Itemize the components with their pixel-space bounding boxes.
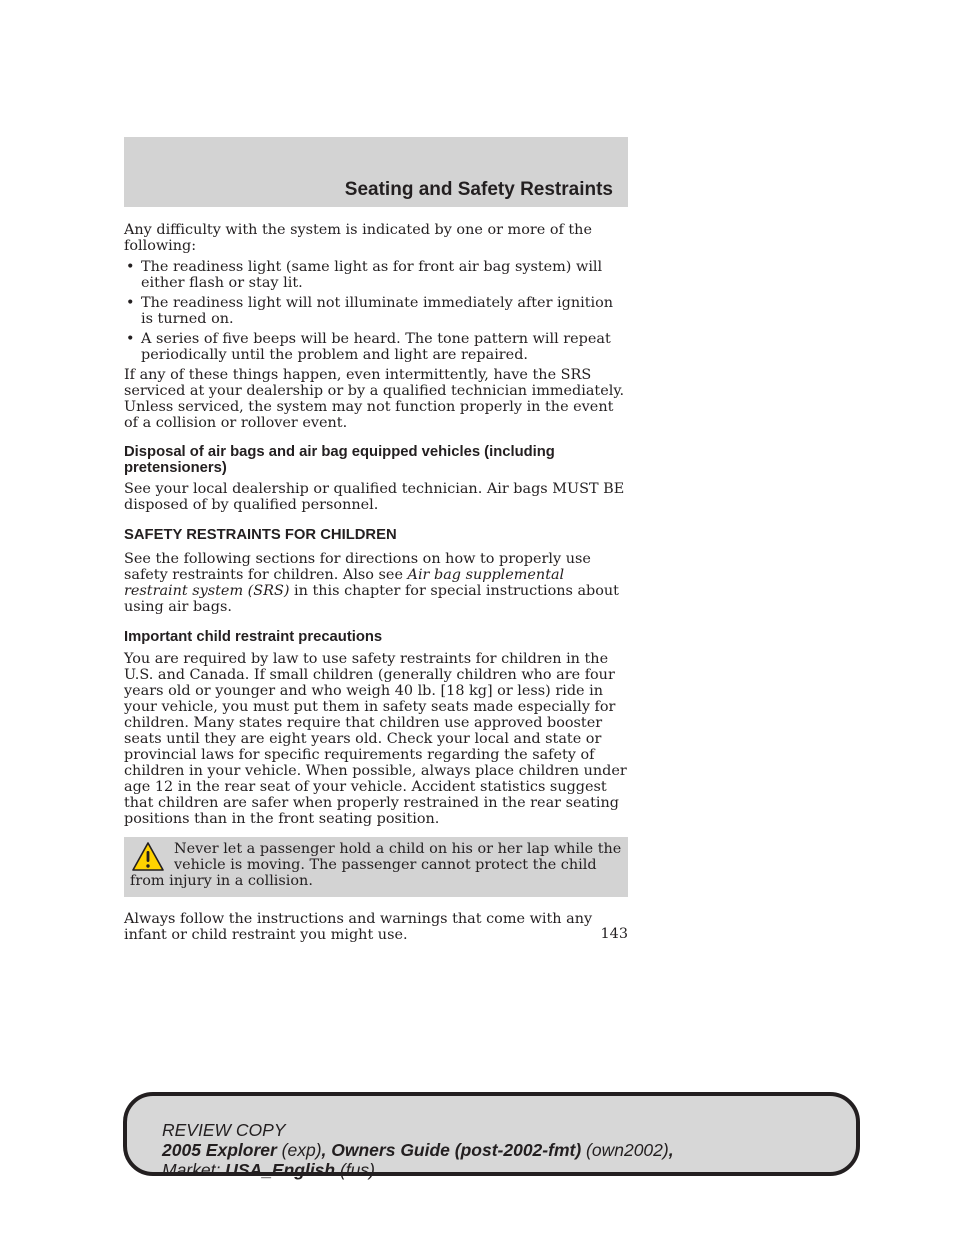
disposal-paragraph: See your local dealership or qualified technician. Air bags MUST BE disposed of by qualified personnel. (124, 481, 625, 513)
section-header-band (124, 137, 628, 207)
document-line (162, 1140, 674, 1160)
warning-triangle-icon (131, 841, 165, 873)
page-content (124, 222, 628, 943)
list-item-text: The readiness light (same light as for front air bag system) will either flash or stay lit. (141, 259, 603, 291)
separator: , (668, 1140, 674, 1160)
precautions-paragraph: You are required by law to use safety restraints for children in the U.S. and Canada. If small children (generally children who are four years old or younger and who weigh 40 lb. [18 kg] or less) ride in your vehicle, you must put them in safety seats made especially for children. Many states require that children use approved booster seats until they are eight years old. Check your local and state or provincial laws for specific requirements regarding the safety of children in your vehicle. When possible, always place children under age 12 in the rear seat of your vehicle. Accident statistics suggest that children are safer when properly restrained in the rear seating positions than in the front seating position. (124, 651, 627, 827)
list-item (124, 331, 628, 363)
children-paragraph (124, 551, 628, 615)
list-item (124, 295, 628, 327)
list-item-text: The readiness light will not illuminate immediately after ignition is turned on. (141, 295, 614, 327)
footer-text (162, 1120, 674, 1180)
list-item-text: A series of five beeps will be heard. The tone pattern will repeat periodically until the problem and light are repaired. (141, 331, 611, 363)
symptom-list (124, 259, 628, 363)
warning-box (124, 837, 628, 897)
warning-text: Never let a passenger hold a child on his or her lap while the vehicle is moving. The passenger cannot protect the child from injury in a collision. (130, 841, 622, 889)
srs-reference: Air bag supplemental restraint system (SRS) (124, 567, 565, 599)
model-name: 2005 Explorer (162, 1140, 277, 1160)
children-text-end: in this chapter for special instructions about using air bags. (124, 583, 619, 615)
list-item (124, 259, 628, 291)
review-copy-footer (123, 1092, 860, 1180)
market-name: USA_English (225, 1160, 336, 1180)
srs-service-paragraph: If any of these things happen, even intermittently, have the SRS serviced at your dealership or by a qualified technician immediately. Unless serviced, the system may not function properly in the event of a collision or rollover event. (124, 367, 625, 431)
intro-paragraph: Any difficulty with the system is indicated by one or more of the following: (124, 222, 592, 254)
bullet-icon: • (126, 295, 135, 311)
model-code: (exp) (276, 1140, 322, 1160)
children-heading: SAFETY RESTRAINTS FOR CHILDREN (124, 527, 397, 543)
bullet-icon: • (126, 331, 135, 347)
disposal-heading: Disposal of air bags and air bag equipped vehicles (including pretensioners) (124, 444, 555, 476)
market-line (162, 1160, 674, 1180)
market-label: Market: (162, 1160, 226, 1180)
review-label: REVIEW COPY (162, 1120, 286, 1140)
closing-paragraph: Always follow the instructions and warnings that come with any infant or child restraint you might use. (124, 911, 593, 943)
separator: , (321, 1140, 332, 1160)
guide-name: Owners Guide (post-2002-fmt) (331, 1140, 582, 1160)
page-number: 143 (600, 926, 628, 942)
market-code: (fus) (335, 1160, 375, 1180)
guide-code: (own2002) (581, 1140, 669, 1160)
children-text-start: See the following sections for directions on how to properly use safety restraints for children. Also see (124, 551, 591, 583)
bullet-icon: • (126, 259, 135, 275)
section-title: Seating and Safety Restraints (344, 179, 613, 200)
precautions-heading: Important child restraint precautions (124, 629, 383, 645)
